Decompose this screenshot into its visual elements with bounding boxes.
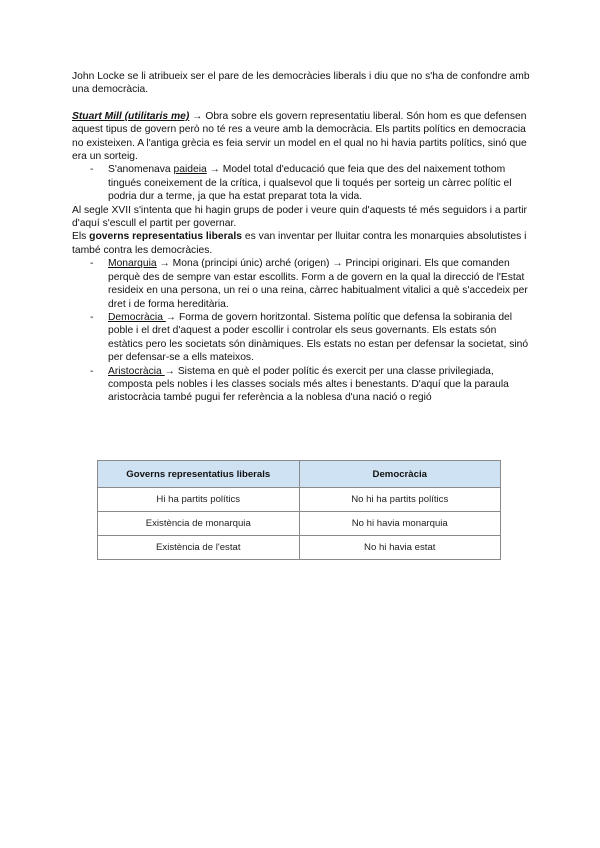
table-cell: Existència de l'estat — [98, 536, 300, 560]
mill-text: → Obra sobre els govern representatiu liberal. Són hom es que defensen aquest tipus de govern però no té res a veure amb la democràcia. Els partits polítics en democracia no existeixen. A l'antiga grècia es feia servir un model en el qual no hi havia partits polítics, sinó que era un sorteig. — [72, 110, 527, 163]
table-row — [98, 536, 501, 560]
mill-heading: Stuart Mill (utilitaris me) — [72, 110, 190, 122]
term-democracia: Democràcia — [108, 311, 166, 323]
mill-paragraph — [72, 110, 532, 164]
table-cell: Existència de monarquia — [98, 512, 300, 536]
xvii-paragraph: Al segle XVII s'intenta que hi hagin grups de poder i veure quin d'aquests té més seguidors i a partir d'aquí s'escull el partit per governar. — [72, 204, 527, 230]
paideia-term: paideia — [173, 164, 207, 176]
table-header: Governs representatius liberals — [98, 461, 300, 488]
comparison-table — [97, 460, 501, 560]
table-header: Democràcia — [299, 461, 500, 488]
paideia-list — [72, 163, 532, 203]
governs-paragraph: Els governs representatius liberals es van inventar per lluitar contra les monarquies absolutistes i també contra les democràcies. — [72, 231, 527, 256]
table-cell: No hi ha partits polítics — [299, 488, 500, 512]
table-header-row — [98, 461, 501, 488]
governs-bold: governs representatius liberals — [89, 231, 242, 243]
terms-list — [72, 257, 532, 404]
term-aristocracia: Aristocràcia — [108, 365, 165, 377]
document-body — [72, 70, 532, 405]
table-row — [98, 512, 501, 536]
intro-paragraph: John Locke se li atribueix ser el pare de les democràcies liberals i diu que no s'ha de confondre amb una democràcia. — [72, 71, 530, 96]
table-cell: No hi havia estat — [299, 536, 500, 560]
list-item: - Aristocràcia → Sistema en què el poder polític és exercit per una classe privilegiada, composta pels nobles i les classes socials més altes i benestants. D'aquí que la paraula aristocràcia també pugui fer referència a la noblesa d'una nació o regió — [90, 365, 509, 404]
list-item: - Monarquia → Mona (principi únic) arché (origen) → Principi originari. Els que comanden perquè des de sempre van estar escollits. Form a de govern en la qual la direcció de l'Estat resideix en una persona, un rei o una reina, càrrec habitualment vitalici a què s'accedeix per dret i de forma hereditària. — [90, 258, 528, 310]
table-row — [98, 488, 501, 512]
term-monarquia: Monarquia — [108, 258, 157, 270]
list-item: - S'anomenava paideia → Model total d'educació que feia que des del naixement tothom tingués coneixement de la crítica, i qualsevol que li toqués per sorteig un càrrec polític el podria dur a terme, ja que ha estat preparat tota la vida. — [90, 164, 512, 203]
table-cell: Hi ha partits polítics — [98, 488, 300, 512]
list-item: - Democràcia → Forma de govern horitzontal. Sistema polític que defensa la sobirania del poble i el dret d'aquest a poder escollir i controlar els seus governants. Els estats són estàtics pero les societats són dinàmiques. Els estats no estan per defensar la societat, sinó per defensar-se a ells mateixos. — [90, 311, 529, 364]
table-cell: No hi havia monarquia — [299, 512, 500, 536]
